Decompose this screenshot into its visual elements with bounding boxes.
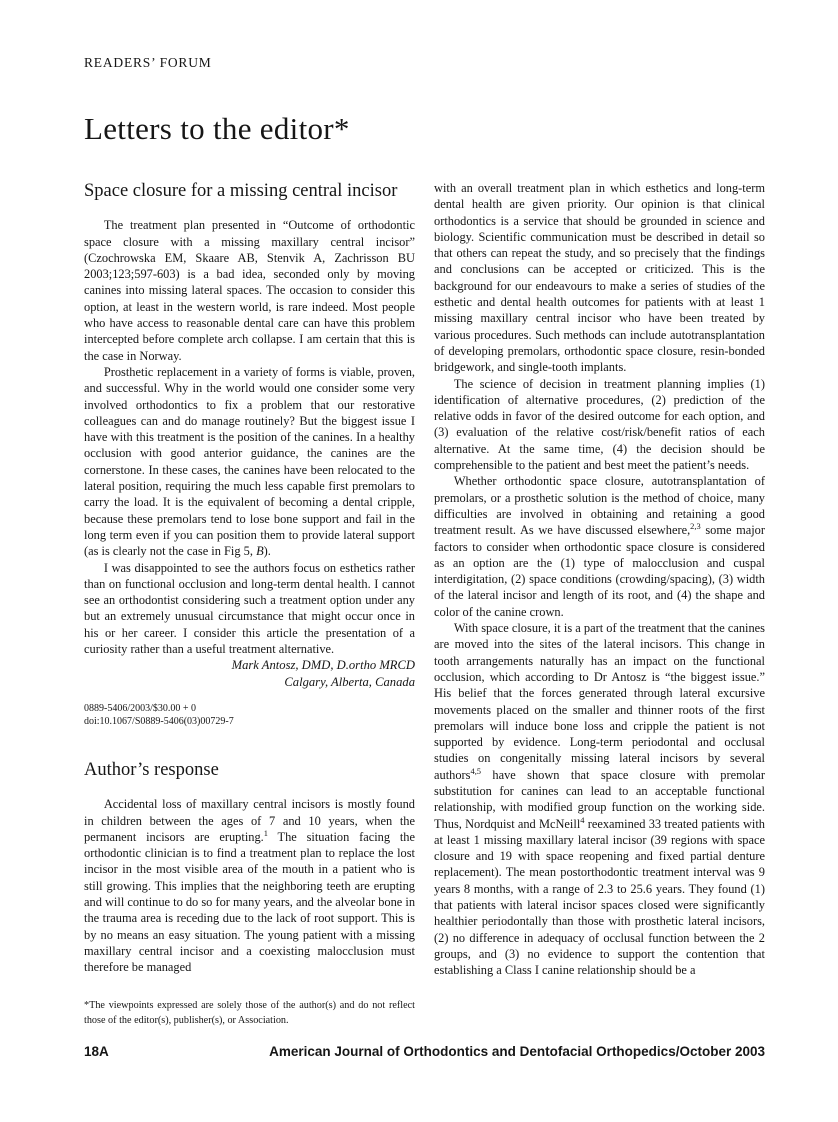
right-column [434,180,765,1028]
paragraph: The treatment plan presented in “Outcome of orthodontic space closure with a missing maxillary central incisor” (Czochrowska EM, Skaare AB, Stenvik A, Zachrisson BU 2003;123;597-603) is a bad idea, seconded only by moving canines into missing lateral spaces. The occasion to consider this option, at least in the western world, is rare indeed. Most people who have access to reasonable dental care can have this problem intercepted before complete arch collapse. I am certain that this is the case in Norway. [84,218,415,363]
two-column-layout [84,180,765,1028]
paragraph: I was disappointed to see the authors focus on esthetics rather than on functional occlusion and long-term dental health. I cannot see an orthodontist considering such a treatment option under any but an extremely unusual circumstance that might occur once in his or her career. I consider this article the presentation of a curiosity rather than a useful treatment alternative. [84,560,415,657]
doi-line: doi:10.1067/S0889-5406(03)00729-7 [84,716,234,728]
paragraph: Accidental loss of maxillary central incisors is mostly found in children between the ages of 7 and 10 years, when the permanent incisors are erupting.$^1$ The situation facing the orthodontic clinician is to find a treatment plan to replace the lost incisor in the most visible area of the mouth in a patient who is still growing. This implies that the neighboring teeth are erupting and will continue to do so for many years, and the alveolar bone in the trauma area is receding due to the lack of root support. This is by no means an easy situation. The young patient with a missing maxillary central incisor and a coexisting malocclusion must therefore be managed [84,797,416,975]
signature-name: Mark Antosz, DMD, D.ortho MRCD [231,658,415,673]
section-kicker: READERS’ FORUM [84,55,212,70]
paragraph: With space closure, it is a part of the treatment that the canines are moved into the sites of the lateral incisors. This change in tooth arrangements naturally has an impact on the functional occlusion, which according to Dr Antosz is “the biggest issue.” His belief that the forces generated through lateral excursive movements placed on the smaller and thinner roots of the first premolars will induce bone loss and cripple the patient is not supported by evidence. Long-term periodontal and occlusal studies on congenitally missing lateral incisors by several authors$^{4,5}$ have shown that space closure with premolar substitution for canines can lead to an acceptable functional relationship, with modified group function on the working side. Thus, Nordquist and McNeill$^4$ reexamined 33 treated patients with at least 1 missing maxillary lateral incisor (39 regions with space closure and 19 with space reopening and fixed partial denture replacement). The mean postorthodontic treatment interval was 9 years 8 months, with a range of 2.3 to 25.6 years. They found (1) that patients with lateral incisor spaces closed were significantly healthier periodontally than those with prosthetic lateral incisors, (2) no difference in adequacy of occlusal function between the 2 groups, and (3) no evidence to support the contention that establishing a Class I canine relationship should be a [434,621,765,978]
page-title: Letters to the editor* [84,111,350,146]
paragraph: Prosthetic replacement in a variety of forms is viable, proven, and successful. Why in the world would one consider some very involved orthodontics to fix a problem that our restorative colleagues can and do manage routinely? But the biggest issue I have with this treatment is the position of the canines. In a healthy occlusion with good anterior guidance, the canines are the cornerstone. In these cases, the canines have been relocated to the lateral position, requiring the much less capable first premolars to carry the load. It is the equivalent of becoming a dental cripple, because these premolars tend to lose bone support and fail in the long term even if you can position them to provide lateral support (as is clearly not the case in Fig 5, B). [84,364,415,559]
page-footer [84,1044,765,1059]
paragraph: Whether orthodontic space closure, autotransplantation of premolars, or a prosthetic solution is the method of choice, many difficulties are involved in obtaining and retaining a good treatment result. As we have discussed elsewhere,$^{2,3}$ some major factors to consider when orthodontic space closure is considered as an option are the (1) type of malocclusion and cuspal interdigitation, (2) space conditions (crowding/spacing), (3) width of the lateral incisor and length of its root, and (4) the shape and color of the canine crown. [434,474,765,619]
publication-info [84,702,415,729]
footnote: *The viewpoints expressed are solely those of the author(s) and do not reflect those of the editor(s), publisher(s), or Association. [84,1000,415,1026]
signature-location: Calgary, Alberta, Canada [284,674,415,689]
journal-footer: American Journal of Orthodontics and Dentofacial Orthopedics/October 2003 [269,1044,765,1059]
letter-heading: Space closure for a missing central incisor [84,181,398,201]
left-column [84,180,415,1028]
response-heading: Author’s response [84,759,219,780]
paragraph: with an overall treatment plan in which esthetics and long-term dental health are given priority. Our opinion is that clinical orthodontics is a service that should be grounded in science and biology. Scientific communication must be described in detail so that others can repeat the study, and so precisely that the findings and conclusions can be accepted or criticized. This is the background for our endeavours to make a series of studies of the esthetic and dental health outcomes for patients with at least 1 missing maxillary central incisor who have been treated by various procedures. Such methods can include autotransplantation of developing premolars, orthodontic space closure, resin-bonded bridgework, and single-tooth implants. [434,181,765,375]
issn-line: 0889-5406/2003/$30.00 + 0 [84,702,197,714]
paragraph: The science of decision in treatment planning implies (1) identification of alternative procedures, (2) prediction of the relative odds in favor of the desired outcome for each option, and (3) evaluation of the relative cost/risk/benefit ratios of each alternative. At the same time, (4) the decision should be comprehensible to the patient and best meet the patient’s needs. [434,376,765,473]
page-number: 18A [84,1044,109,1059]
